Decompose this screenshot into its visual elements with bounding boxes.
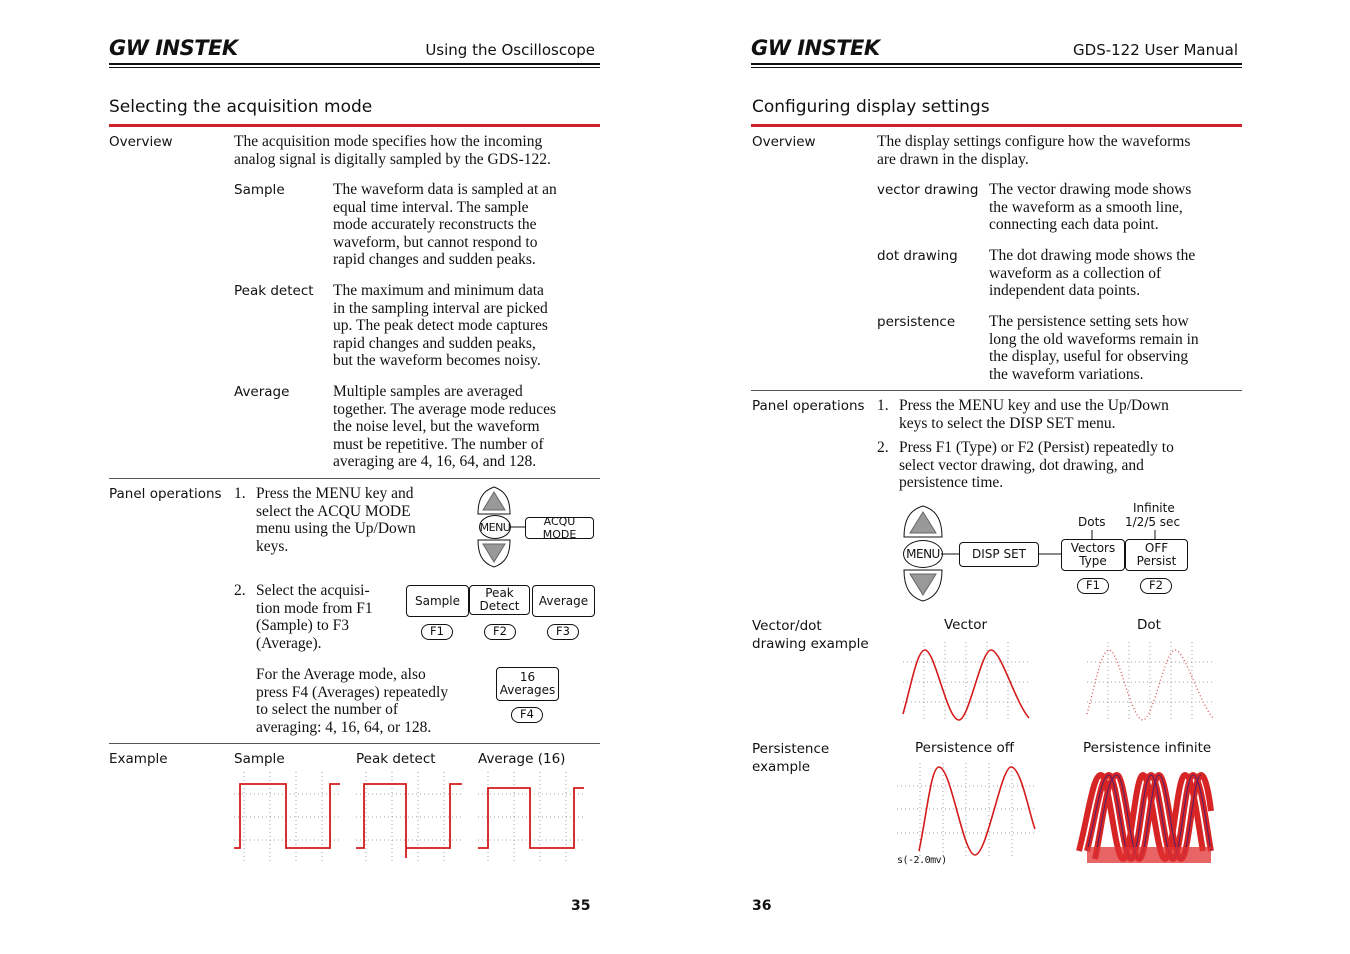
averages-box: 16 Averages <box>496 667 559 701</box>
setting-label: persistence <box>877 314 956 330</box>
type-alternate-label: Dots <box>1078 515 1106 529</box>
example-caption: Peak detect <box>356 751 436 767</box>
softkey-peak-detect-box: Peak Detect <box>469 585 530 615</box>
header-rule <box>109 67 600 68</box>
persist-softkey-box: OFF Persist <box>1125 539 1188 571</box>
peak-detect-waveform-image <box>356 772 462 862</box>
step-text: Select the acquisi- tion mode from F1 (Sample) to F3 (Average). <box>256 582 373 652</box>
down-arrow-key-icon <box>902 568 944 602</box>
header-title: Using the Oscilloscope <box>425 41 595 59</box>
overview-label: Overview <box>752 134 816 150</box>
page-number: 36 <box>752 898 772 914</box>
step-text: Press F1 (Type) or F2 (Persist) repeatedly to select vector drawing, dot drawing, and persistence time. <box>899 439 1174 491</box>
header-title: GDS-122 User Manual <box>1073 41 1238 59</box>
mode-label: Average <box>234 384 290 400</box>
menu-key: MENU <box>479 515 511 539</box>
example-caption: Persistence infinite <box>1083 740 1212 756</box>
step-text: Press the MENU key and use the Up/Down keys to select the DISP SET menu. <box>899 397 1169 432</box>
menu-key: MENU <box>903 540 943 568</box>
section-title: Selecting the acquisition mode <box>109 97 373 117</box>
divider <box>109 478 600 479</box>
setting-label: dot drawing <box>877 248 958 264</box>
setting-label: vector drawing <box>877 182 979 198</box>
overview-label: Overview <box>109 134 173 150</box>
panel-operations-label: Panel operations <box>109 486 222 502</box>
f3-key: F3 <box>547 624 579 640</box>
disp-set-menu-box: DISP SET <box>959 542 1039 567</box>
vector-dot-example-label: Vector/dot drawing example <box>752 618 869 652</box>
brand-logo: GW INSTEK <box>109 36 238 60</box>
setting-description: The dot drawing mode shows the waveform as a collection of independent data points. <box>989 247 1196 299</box>
mode-label: Peak detect <box>234 283 314 299</box>
persistence-infinite-waveform-image <box>1087 771 1211 863</box>
down-arrow-key-icon <box>476 538 512 568</box>
vector-waveform-image <box>903 642 1029 722</box>
persist-alternate-label: 1/2/5 sec <box>1125 515 1181 529</box>
header-rule <box>109 63 600 65</box>
example-caption: Average (16) <box>478 751 566 767</box>
f1-key: F1 <box>421 624 453 640</box>
softkey-average-box: Average <box>532 585 595 617</box>
f2-key: F2 <box>484 624 516 640</box>
example-caption: Dot <box>1137 617 1161 633</box>
step-text: For the Average mode, also press F4 (Averages) repeatedly to select the number of averaging: 4, 16, 64, or 128. <box>256 666 449 736</box>
overview-text: The display settings configure how the waveforms are drawn in the display. <box>877 133 1191 168</box>
f2-key: F2 <box>1140 578 1172 594</box>
divider <box>109 743 600 744</box>
example-caption: Sample <box>234 751 285 767</box>
panel-operations-label: Panel operations <box>752 398 865 414</box>
acqu-mode-menu-box: ACQU MODE <box>525 517 594 539</box>
setting-description: The vector drawing mode shows the waveform as a smooth line, connecting each data point. <box>989 181 1192 233</box>
softkey-sample-box: Sample <box>406 585 469 617</box>
header-rule <box>751 63 1242 65</box>
type-softkey-box: Vectors Type <box>1061 539 1125 571</box>
step-number: 1. <box>234 485 246 502</box>
divider <box>751 390 1242 391</box>
mode-description: The maximum and minimum data in the sampling interval are picked up. The peak detect mode captures rapid changes and sudden peaks, but the waveform becomes noisy. <box>333 282 548 369</box>
dot-waveform-image <box>1087 642 1213 722</box>
sample-waveform-image <box>234 772 340 862</box>
header-rule <box>751 67 1242 68</box>
overview-text: The acquisition mode specifies how the incoming analog signal is digitally sampled by the GDS-122. <box>234 133 551 168</box>
f1-key: F1 <box>1077 578 1109 594</box>
persist-alternate-label: Infinite <box>1133 501 1175 515</box>
persistence-example-label: Persistence example <box>752 741 830 775</box>
page-number: 35 <box>571 898 591 914</box>
example-caption: Persistence off <box>915 740 1015 756</box>
section-title: Configuring display settings <box>752 97 990 117</box>
up-arrow-key-icon <box>902 505 944 539</box>
step-number: 2. <box>234 582 246 599</box>
setting-description: The persistence setting sets how long the old waveforms remain in the display, useful for observing the waveform variations. <box>989 313 1199 383</box>
connector-line <box>510 526 526 528</box>
example-label: Example <box>109 751 168 767</box>
example-caption: Vector <box>944 617 988 633</box>
brand-logo: GW INSTEK <box>751 36 880 60</box>
section-rule <box>751 124 1242 127</box>
f4-key: F4 <box>511 707 543 723</box>
average-waveform-image <box>478 772 584 862</box>
section-rule <box>109 124 600 127</box>
scope-readout: s(-2.0mv) <box>897 855 947 866</box>
up-arrow-key-icon <box>476 486 512 516</box>
mode-label: Sample <box>234 182 285 198</box>
step-number: 2. <box>877 439 889 456</box>
step-text: Press the MENU key and select the ACQU MODE menu using the Up/Down keys. <box>256 485 416 555</box>
mode-description: Multiple samples are averaged together. The average mode reduces the noise level, but the waveform must be repetitive. The number of averaging are 4, 16, 64, and 128. <box>333 383 557 470</box>
step-number: 1. <box>877 397 889 414</box>
mode-description: The waveform data is sampled at an equal time interval. The sample mode accurately reconstructs the waveform, but cannot respond to rapid changes and sudden peaks. <box>333 181 557 268</box>
persistence-off-waveform-image <box>897 763 1035 865</box>
